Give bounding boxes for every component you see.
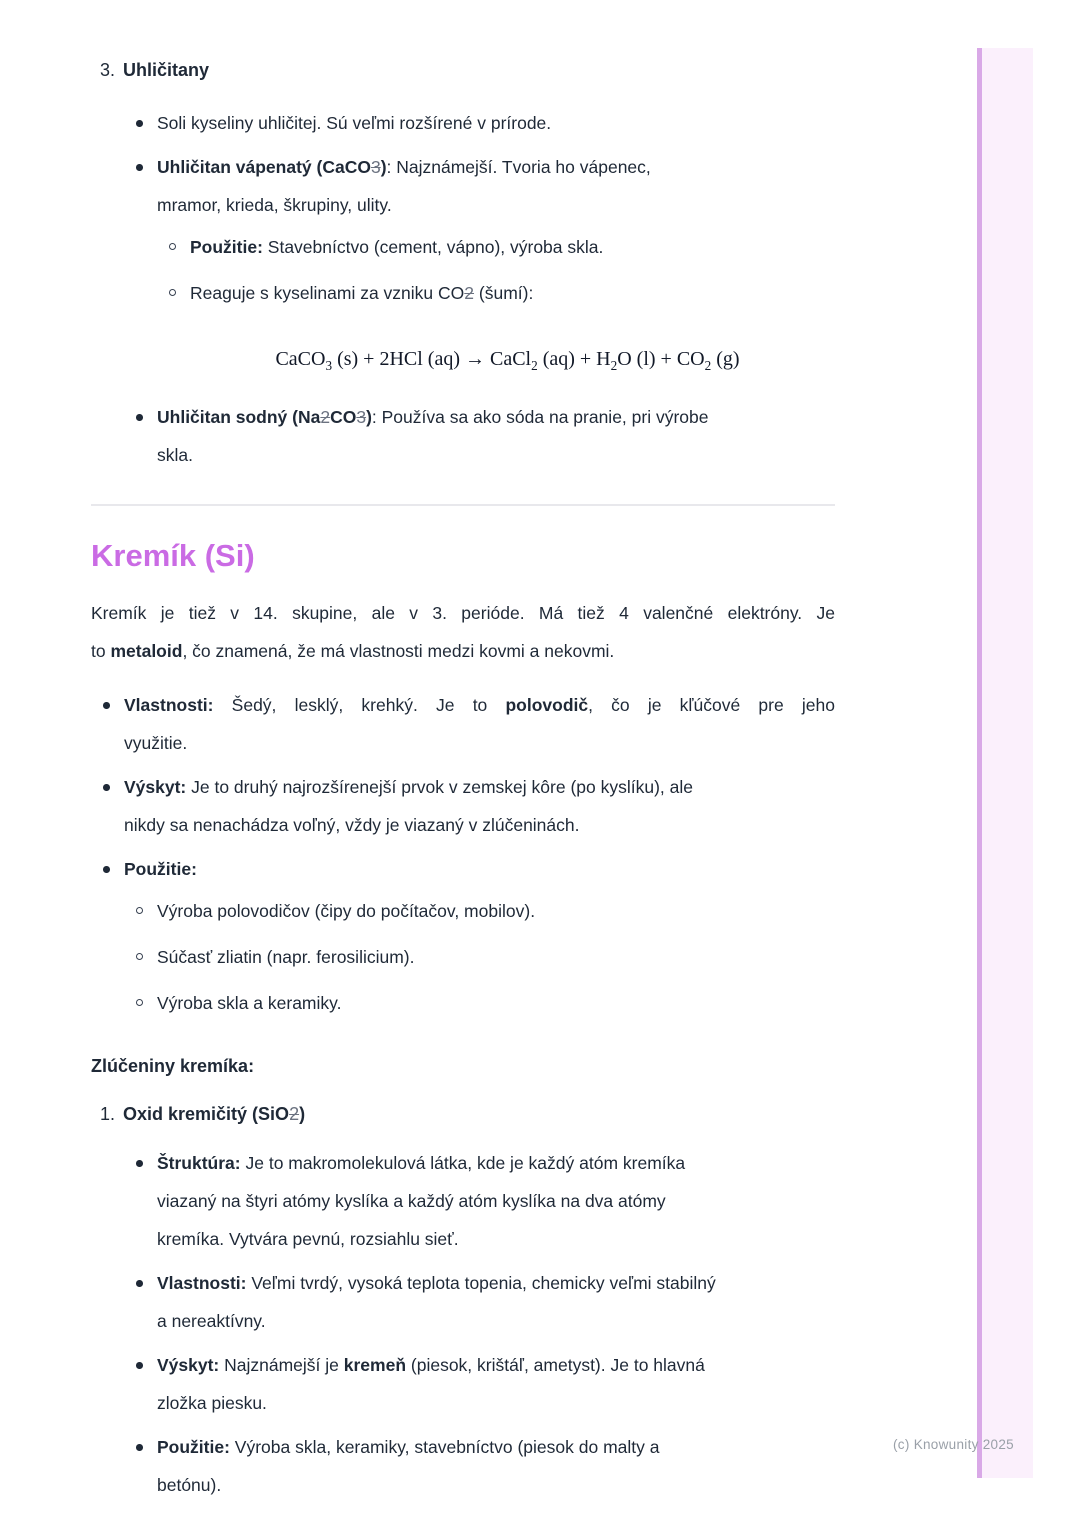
list-item-text: Súčasť zliatin (napr. ferosilicium). bbox=[157, 947, 415, 967]
compounds-heading: Zlúčeniny kremíka: bbox=[91, 1056, 255, 1076]
chemical-equation: CaCO$_3$ (s) + 2HCl (aq) → CaCl$_2$ $(aq) + H_2O$ $(l) + CO_2$ (g) bbox=[275, 348, 740, 373]
list-item bbox=[124, 1264, 835, 1340]
list-item-text: Uhličitan vápenatý (CaCO3): Najznámejší. Tvoria ho vápenec, mramor, krieda, škrupiny, ulity. bbox=[157, 157, 651, 215]
list-item bbox=[124, 398, 835, 474]
carbonates-sublist bbox=[157, 228, 835, 312]
page-title-silicon: Kremík (Si) bbox=[91, 538, 255, 573]
list-item bbox=[124, 938, 835, 976]
section-divider bbox=[91, 504, 835, 506]
bullet-circle-icon bbox=[124, 984, 157, 1022]
bullet-disc-icon bbox=[124, 398, 157, 474]
bullet-circle-icon bbox=[124, 938, 157, 976]
list-item bbox=[124, 148, 835, 320]
oxide-list bbox=[124, 1144, 835, 1504]
section-title: Uhličitany bbox=[123, 60, 210, 80]
list-item-text: Štruktúra: Je to makromolekulová látka, kde je každý atóm kremíka viazaný na štyri atómy kyslíka a každý atóm kyslíka na dva atómy kremíka. Vytvára pevnú, rozsiahlu sieť. bbox=[157, 1153, 686, 1249]
list-item bbox=[91, 850, 835, 1030]
list-item bbox=[124, 892, 835, 930]
list-item-text: Výroba polovodičov (čipy do počítačov, mobilov). bbox=[157, 901, 536, 921]
list-item-text: Výskyt: Je to druhý najrozšírenejší prvok v zemskej kôre (po kyslíku), ale nikdy sa nenachádza voľný, vždy je viazaný v zlúčeninách. bbox=[124, 777, 693, 835]
list-item bbox=[157, 274, 835, 312]
oxide-heading bbox=[91, 1100, 835, 1128]
section-number: 3. bbox=[100, 60, 116, 80]
list-item bbox=[124, 1428, 835, 1504]
list-item-text: Použitie: Výroba skla, keramiky, stavebníctvo (piesok do malty a betónu). bbox=[157, 1437, 660, 1495]
oxide-title: Oxid kremičitý (SiO2) bbox=[123, 1104, 306, 1124]
list-item-text: Výroba skla a keramiky. bbox=[157, 993, 342, 1013]
document-content bbox=[91, 56, 835, 1510]
list-item bbox=[124, 1346, 835, 1422]
list-item bbox=[124, 1144, 835, 1258]
list-item-text: Vlastnosti: Veľmi tvrdý, vysoká teplota topenia, chemicky veľmi stabilný a nereaktívny. bbox=[157, 1273, 716, 1331]
bullet-circle-icon bbox=[124, 892, 157, 930]
section-heading-carbonates bbox=[91, 56, 835, 84]
bullet-disc-icon bbox=[124, 1428, 157, 1504]
watermark: (c) Knowunity 2025 bbox=[893, 1437, 1014, 1452]
bullet-disc-icon bbox=[124, 1346, 157, 1422]
silicon-use-sublist bbox=[124, 892, 835, 1022]
bullet-circle-icon bbox=[157, 228, 190, 266]
intro-paragraph: Kremík je tiež v 14. skupine, ale v 3. perióde. Má tiež 4 valenčné elektróny. Je to metaloid, čo znamená, že má vlastnosti medzi kovmi a nekovmi. bbox=[91, 603, 835, 661]
list-item-text: Reaguje s kyselinami za vzniku CO2 (šumí): bbox=[190, 283, 534, 303]
list-item bbox=[124, 984, 835, 1022]
bullet-circle-icon bbox=[157, 274, 190, 312]
list-item-text: Použitie: bbox=[124, 859, 197, 879]
bullet-disc-icon bbox=[124, 1144, 157, 1258]
list-item-text: Soli kyseliny uhličitej. Sú veľmi rozšírené v prírode. bbox=[157, 113, 552, 133]
list-item bbox=[91, 686, 835, 762]
list-item-text: Použitie: Stavebníctvo (cement, vápno), výroba skla. bbox=[190, 237, 604, 257]
item-number: 1. bbox=[100, 1104, 116, 1124]
bullet-disc-icon bbox=[124, 148, 157, 320]
list-item-text: Uhličitan sodný (Na2CO3): Používa sa ako sóda na pranie, pri výrobe skla. bbox=[157, 407, 709, 465]
list-item bbox=[124, 104, 835, 142]
bullet-disc-icon bbox=[91, 686, 124, 762]
bullet-disc-icon bbox=[124, 1264, 157, 1340]
bullet-disc-icon bbox=[91, 768, 124, 844]
carbonates-list bbox=[124, 104, 835, 474]
list-item-text: Vlastnosti: Šedý, lesklý, krehký. Je to polovodič, čo je kľúčové pre jeho využitie. bbox=[124, 695, 835, 753]
list-item bbox=[157, 228, 835, 266]
list-item-text: Výskyt: Najznámejší je kremeň (piesok, krištáľ, ametyst). Je to hlavná zložka piesku. bbox=[157, 1355, 705, 1413]
right-accent-band bbox=[977, 48, 1033, 1478]
bullet-disc-icon bbox=[91, 850, 124, 1030]
bullet-disc-icon bbox=[124, 104, 157, 142]
silicon-list bbox=[91, 686, 835, 1030]
list-item bbox=[91, 768, 835, 844]
